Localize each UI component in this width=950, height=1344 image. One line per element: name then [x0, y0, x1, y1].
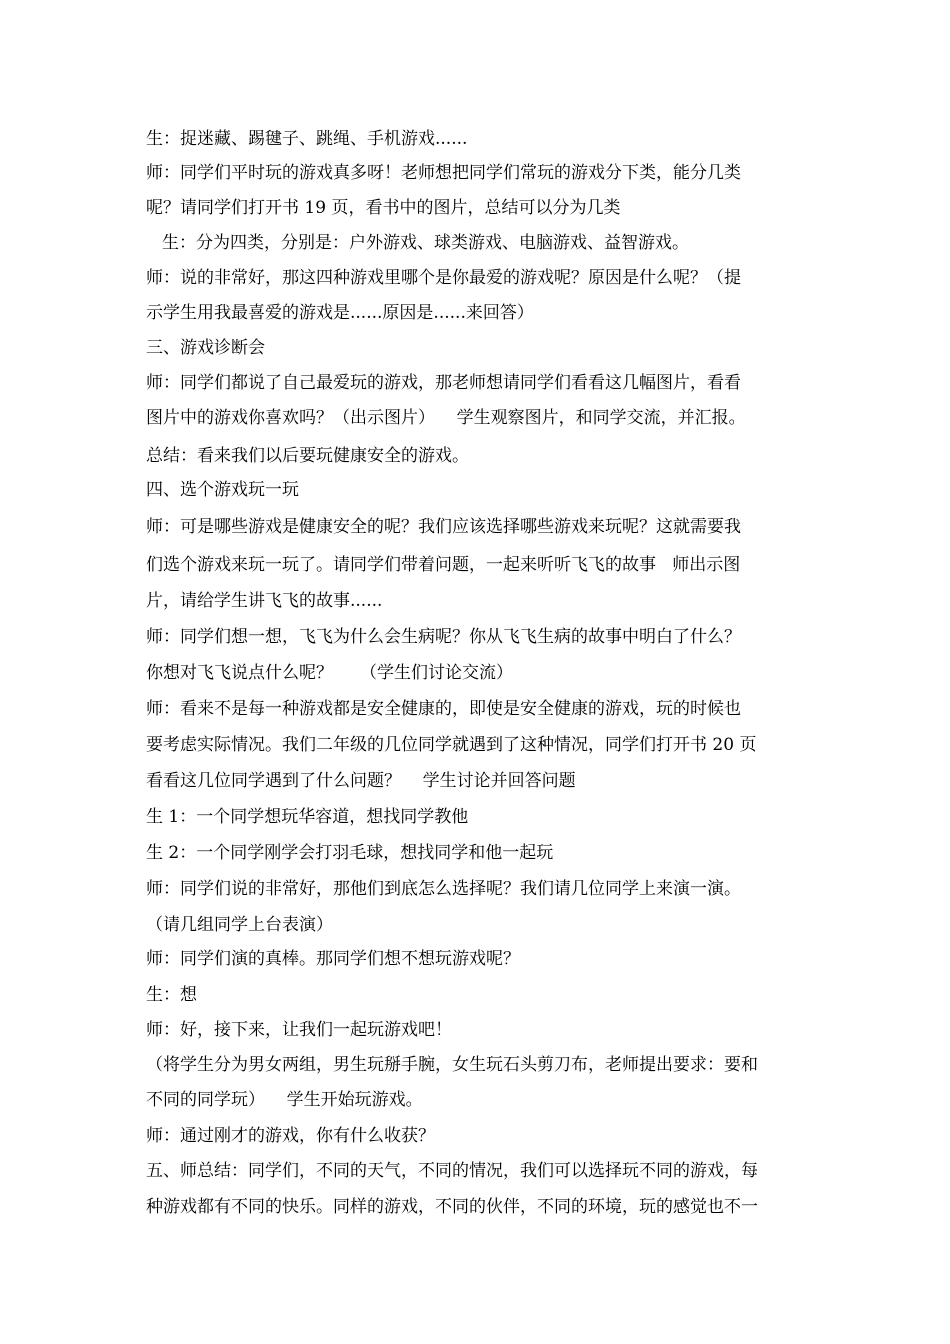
text-line: 示学生用我最喜爱的游戏是......原因是......来回答）: [146, 303, 534, 323]
text-line: 生：捉迷藏、踢毽子、跳绳、手机游戏......: [146, 129, 468, 149]
text-line: 师：同学们平时玩的游戏真多呀！老师想把同学们常玩的游戏分下类，能分几类: [146, 163, 741, 183]
text-line: 生：想: [146, 985, 197, 1005]
text-line: 师：好，接下来，让我们一起玩游戏吧！: [146, 1020, 452, 1040]
text-line: 生：分为四类，分别是：户外游戏、球类游戏、电脑游戏、益智游戏。: [162, 233, 689, 253]
text-line: 五、师总结：同学们，不同的天气，不同的情况，我们可以选择玩不同的游戏，每: [146, 1161, 758, 1181]
text-line: 师：同学们说的非常好，那他们到底怎么选择呢？我们请几位同学上来演一演。: [146, 879, 741, 899]
section-heading: 三、游戏诊断会: [146, 338, 265, 358]
text-line: 师：同学们都说了自己最爱玩的游戏，那老师想请同学们看看这几幅图片，看看: [146, 373, 741, 393]
text-line: 生 1：一个同学想玩华容道，想找同学教他: [146, 807, 469, 827]
text-line: 不同的同学玩） 学生开始玩游戏。: [146, 1090, 423, 1110]
text-line: 师：说的非常好，那这四种游戏里哪个是你最爱的游戏呢？原因是什么呢？（提: [146, 268, 741, 288]
text-line: 呢？请同学们打开书 19 页，看书中的图片，总结可以分为几类: [146, 198, 621, 218]
text-line: 总结：看来我们以后要玩健康安全的游戏。: [146, 446, 469, 466]
text-line: 你想对飞飞说点什么呢？ （学生们讨论交流）: [146, 663, 514, 683]
text-line: 师：可是哪些游戏是健康安全的呢？我们应该选择哪些游戏来玩呢？这就需要我: [146, 517, 741, 537]
text-line: 师：看来不是每一种游戏都是安全健康的，即使是安全健康的游戏，玩的时候也: [146, 699, 741, 719]
text-line: 们选个游戏来玩一玩了。请同学们带着问题，一起来听听飞飞的故事 师出示图: [146, 555, 741, 575]
text-line: 要考虑实际情况。我们二年级的几位同学就遇到了这种情况，同学们打开书 20 页: [146, 735, 757, 755]
text-line: 生 2：一个同学刚学会打羽毛球，想找同学和他一起玩: [146, 843, 554, 863]
text-line: 师：同学们演的真棒。那同学们想不想玩游戏呢？: [146, 949, 520, 969]
text-line: 片，请给学生讲飞飞的故事......: [146, 591, 383, 611]
text-line: 师：通过刚才的游戏，你有什么收获？: [146, 1126, 435, 1146]
text-line: 图片中的游戏你喜欢吗？（出示图片） 学生观察图片，和同学交流，并汇报。: [146, 408, 746, 428]
text-line: 师：同学们想一想，飞飞为什么会生病呢？你从飞飞生病的故事中明白了什么？: [146, 627, 741, 647]
text-line: 看看这几位同学遇到了什么问题？ 学生讨论并回答问题: [146, 771, 576, 791]
section-heading: 四、选个游戏玩一玩: [146, 480, 299, 500]
text-line: 种游戏都有不同的快乐。同样的游戏，不同的伙伴，不同的环境，玩的感觉也不一: [146, 1197, 758, 1217]
text-line: （将学生分为男女两组，男生玩掰手腕，女生玩石头剪刀布，老师提出要求：要和: [146, 1055, 758, 1075]
text-line: （请几组同学上台表演）: [146, 915, 333, 935]
